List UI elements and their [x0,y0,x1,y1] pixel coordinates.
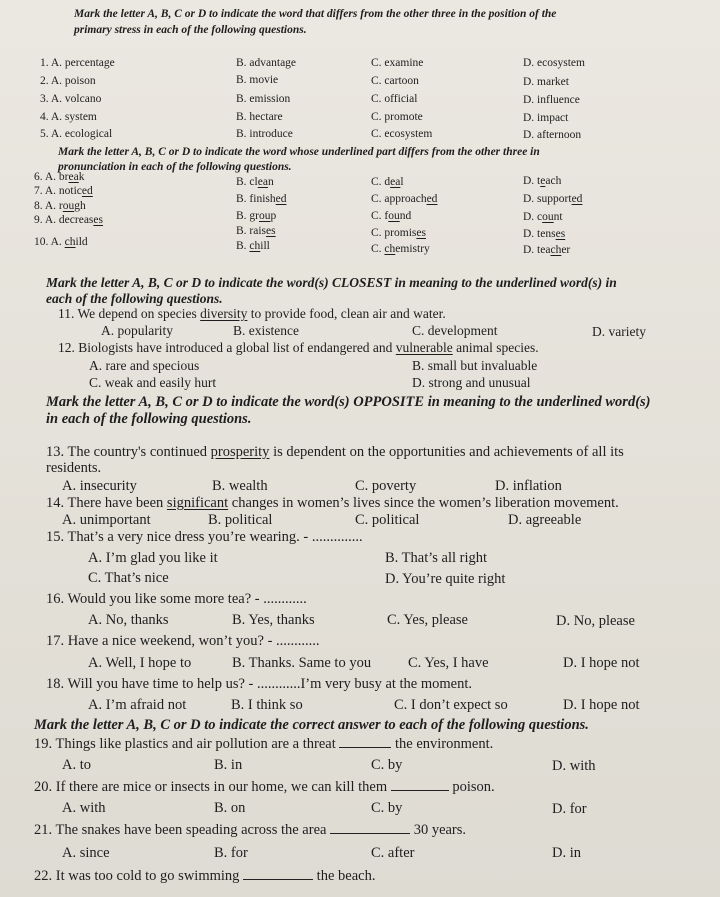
option-a: A. I’m glad you like it [88,550,218,566]
option-c: C. found [371,210,412,222]
option-d: D. with [552,758,596,774]
section-3-instruction: each of the following questions. [46,291,223,306]
option-b: B. small but invaluable [412,358,538,373]
section-4-instruction: Mark the letter A, B, C or D to indicate the word(s) OPPOSITE in meaning to the underlined word(s) [46,394,651,410]
option-d: D. afternoon [523,129,582,141]
option-a: A. insecurity [62,478,137,494]
question-text: 20. If there are mice or insects in our home, we can kill them poison. [34,779,495,795]
question-text: 17. Have a nice weekend, won’t you? - ............ [46,633,320,649]
option-a: 7. A. noticed [34,185,93,197]
option-c: C. official [371,93,418,105]
option-b: B. finished [236,193,287,205]
question-text: 11. We depend on species diversity to provide food, clean air and water. [58,306,446,321]
option-d: D. strong and unusual [412,375,531,390]
question-text: 22. It was too cold to go swimming the beach. [34,868,376,884]
option-c: C. poverty [355,478,417,494]
option-a: A. No, thanks [88,612,169,628]
answer-blank[interactable] [243,879,313,880]
option-a: A. since [62,845,110,861]
option-b: B. clean [236,176,274,188]
option-b: B. movie [236,74,279,86]
option-a: A. unimportant [62,512,151,528]
section-1-instruction: primary stress in each of the following questions. [74,24,307,36]
option-b: B. group [236,210,277,222]
option-b: B. emission [236,93,291,105]
option-a: 10. A. child [34,236,88,248]
option-b: B. hectare [236,111,283,123]
question-text: 13. The country's continued prosperity is dependent on the opportunities and achievements of all its [46,444,624,460]
option-a: A. I’m afraid not [88,697,187,713]
option-d: D. agreeable [508,512,582,528]
option-c: C. promises [371,227,426,239]
option-d: D. No, please [556,613,635,629]
option-a: A. with [62,800,106,816]
option-d: D. count [523,211,563,223]
option-a: A. to [62,757,91,773]
question-text: 19. Things like plastics and air pollution are a threat the environment. [34,736,494,752]
section-4-instruction: in each of the following questions. [46,411,252,427]
option-b: B. Yes, thanks [232,612,315,628]
option-a: 5. A. ecological [40,128,113,140]
section-2-instruction: pronunciation in each of the following questions. [58,161,292,173]
option-b: B. on [214,800,246,816]
answer-blank[interactable] [391,790,449,791]
option-a: 4. A. system [40,111,97,123]
question-text: 18. Will you have time to help us? - ............I’m very busy at the moment. [46,676,473,692]
option-d: D. market [523,76,569,88]
option-b: B. advantage [236,57,297,69]
option-c: C. Yes, I have [408,655,489,671]
option-d: D. influence [523,94,580,106]
option-a: 2. A. poison [40,75,96,87]
option-d: D. variety [592,324,646,339]
option-a: A. popularity [101,323,173,338]
option-c: C. promote [371,111,423,123]
question-text-line2: residents. [46,460,102,476]
option-c: C. development [412,323,498,338]
option-b: B. for [214,845,248,861]
option-c: C. cartoon [371,75,419,87]
option-a: A. Well, I hope to [88,655,192,671]
option-a: 1. A. percentage [40,57,115,69]
question-text: 21. The snakes have been speading across the area 30 years. [34,822,467,838]
question-text: 12. Biologists have introduced a global list of endangered and vulnerable animal species. [58,340,539,355]
option-b: B. raises [236,225,276,237]
option-d: D. ecosystem [523,57,585,69]
section-2-instruction: Mark the letter A, B, C or D to indicate the word whose underlined part differs from the other three in [58,146,540,158]
option-d: D. tenses [523,228,566,240]
section-1-instruction: Mark the letter A, B, C or D to indicate the word that differs from the other three in the position of the [74,8,557,20]
option-b: B. chill [236,240,270,252]
option-d: D. You’re quite right [385,571,506,587]
option-d: D. teacher [523,244,571,256]
option-b: B. I think so [231,697,303,713]
option-d: D. in [552,845,581,861]
option-c: C. examine [371,57,424,69]
option-d: D. I hope not [563,655,640,671]
option-c: C. political [355,512,420,528]
option-d: D. teach [523,175,562,187]
option-c: C. I don’t expect so [394,697,508,713]
option-a: A. rare and specious [89,358,200,373]
answer-blank[interactable] [339,747,391,748]
question-text: 14. There have been significant changes in women’s lives since the women’s liberation movement. [46,495,619,511]
option-d: D. for [552,801,587,817]
option-c: C. That’s nice [88,570,169,586]
option-c: C. Yes, please [387,612,468,628]
question-text: 15. That’s a very nice dress you’re wearing. - .............. [46,529,363,545]
option-c: C. chemistry [371,243,430,255]
option-d: D. supported [523,193,583,205]
section-5-instruction: Mark the letter A, B, C or D to indicate the correct answer to each of the following questions. [34,717,589,733]
option-b: B. existence [233,323,299,338]
option-b: B. Thanks. Same to you [232,655,372,671]
option-b: B. That’s all right [385,550,488,566]
option-a: 9. A. decreases [34,214,103,226]
option-d: D. inflation [495,478,562,494]
option-b: B. introduce [236,128,293,140]
option-c: C. by [371,800,403,816]
option-a: 3. A. volcano [40,93,102,105]
question-text: 16. Would you like some more tea? - ............ [46,591,307,607]
option-c: C. ecosystem [371,128,433,140]
option-b: B. in [214,757,243,773]
option-d: D. impact [523,112,569,124]
answer-blank[interactable] [330,833,410,834]
option-b: B. political [208,512,273,528]
option-c: C. approached [371,193,438,205]
option-c: C. by [371,757,403,773]
option-b: B. wealth [212,478,268,494]
option-a: 6. A. break [34,171,85,183]
option-c: C. weak and easily hurt [89,375,217,390]
option-d: D. I hope not [563,697,640,713]
section-3-instruction: Mark the letter A, B, C or D to indicate the word(s) CLOSEST in meaning to the underlined word(s) in [46,275,617,290]
option-c: C. deal [371,176,404,188]
option-c: C. after [371,845,415,861]
option-a: 8. A. rough [34,200,86,212]
